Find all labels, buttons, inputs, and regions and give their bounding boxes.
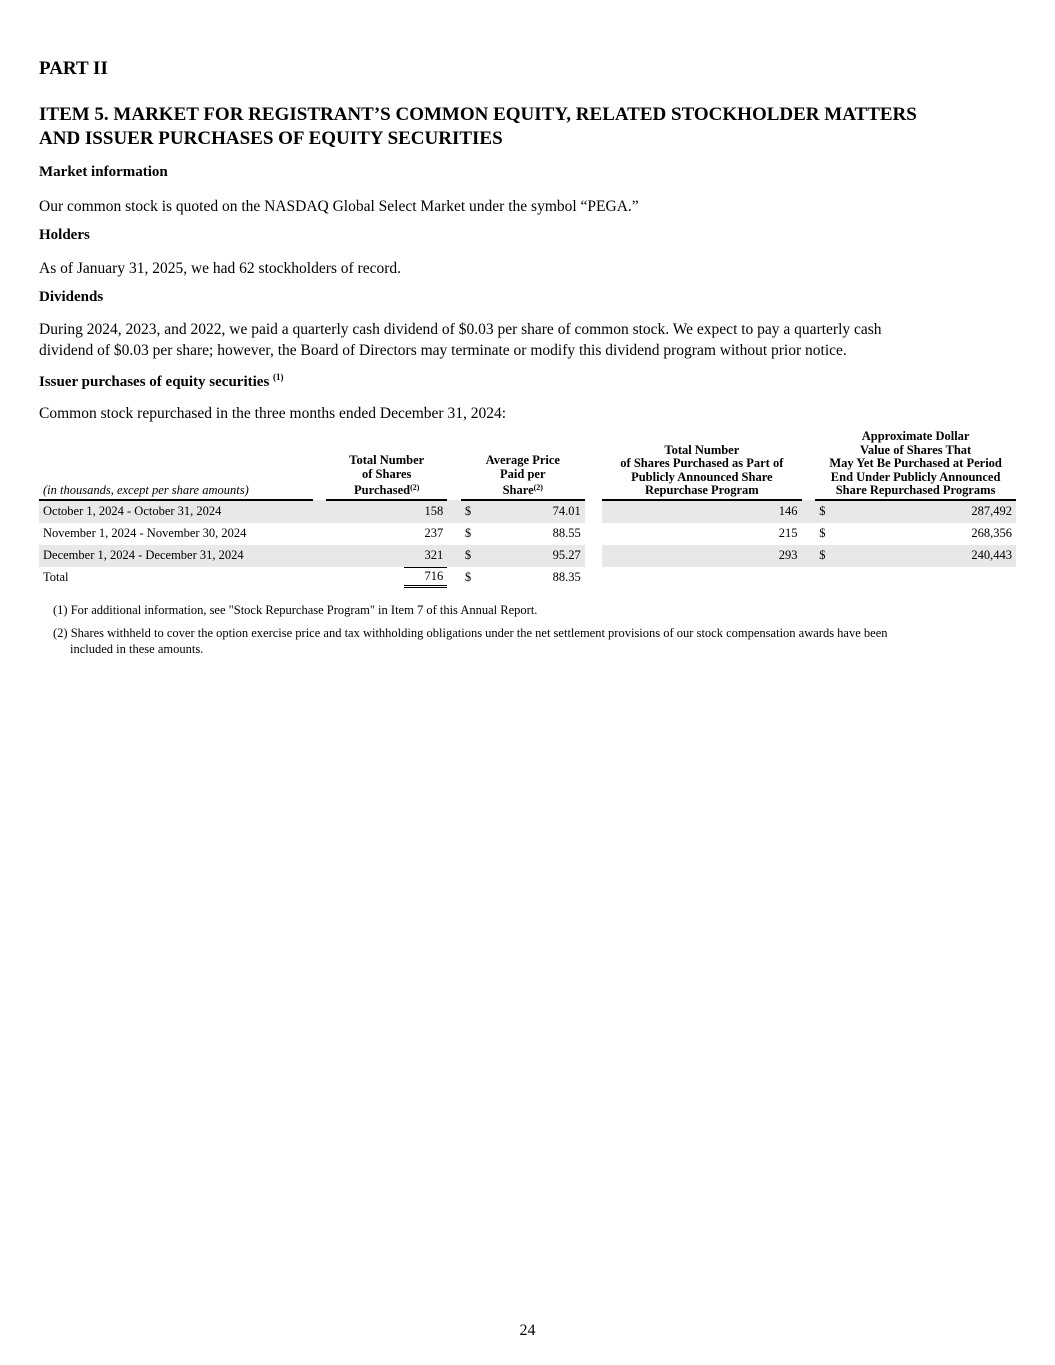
dividends-text-line1: During 2024, 2023, and 2022, we paid a quarterly cash dividend of $0.03 per share of common stock. We expect to pay a quarterly cash [39,321,882,338]
repurchase-intro: Common stock repurchased in the three months ended December 31, 2024: [39,405,507,422]
holders-text: As of January 31, 2025, we had 62 stockholders of record. [39,260,402,277]
dividends-heading: Dividends [39,289,104,305]
header-remaining-value: Approximate Dollar Value of Shares That May Yet Be Purchased at Period End Under Publicly Announced Share Repurchased Programs [815,430,1016,500]
item-title-line1: ITEM 5. MARKET FOR REGISTRANT’S COMMON EQUITY, RELATED STOCKHOLDER MATTERS [39,104,917,125]
market-text: Our common stock is quoted on the NASDAQ Global Select Market under the symbol “PEGA.” [39,198,639,215]
dividends-text-line2: dividend of $0.03 per share; however, the Board of Directors may terminate or modify this dividend program without prior notice. [39,342,847,359]
total-label: Total [43,570,69,584]
repurchase-table [39,430,1016,589]
market-heading: Market information [39,164,168,180]
issuer-heading [39,372,284,391]
page-number: 24 [519,1322,536,1339]
item-title-line2: AND ISSUER PURCHASES OF EQUITY SECURITIES [39,128,503,149]
header-average-price: Average Price Paid per Share$^{(2)}$ [461,430,585,500]
table-row: November 1, 2024 - November 30, 2024 237 $ 88.55 215 $ 268,356 [39,523,1016,545]
footnote-1: (1) For additional information, see "Stock Repurchase Program" in Item 7 of this Annual Report. [53,603,538,617]
issuer-footnote-ref: (1) [273,372,284,382]
total-shares: 716 [404,567,447,588]
item-title [39,103,1016,151]
units-note: (in thousands, except per share amounts) [39,430,313,500]
table-row: December 1, 2024 - December 31, 2024 321 $ 95.27 293 $ 240,443 [39,545,1016,567]
dividends-text [39,319,1016,361]
issuer-heading-text: Issuer purchases of equity securities [39,374,270,390]
footnote-2: (2) Shares withheld to cover the option exercise price and tax withholding obligations under the net settlement provisions of our stock compensation awards have been included in these amounts. [53,626,888,656]
table-header-row [39,430,1016,500]
header-total-shares: Total Number of Shares Purchased$^{(2)}$ [326,430,447,500]
holders-heading: Holders [39,227,90,243]
table-total-row: Total 716 $ 88.35 [39,567,1016,589]
table-row: October 1, 2024 - October 31, 2024 158 $ 74.01 146 $ 287,492 [39,500,1016,523]
total-price: 88.35 [552,570,581,584]
header-program-shares: Total Number of Shares Purchased as Part of Publicly Announced Share Repurchase Program [602,430,801,500]
part-heading: PART II [39,58,108,79]
